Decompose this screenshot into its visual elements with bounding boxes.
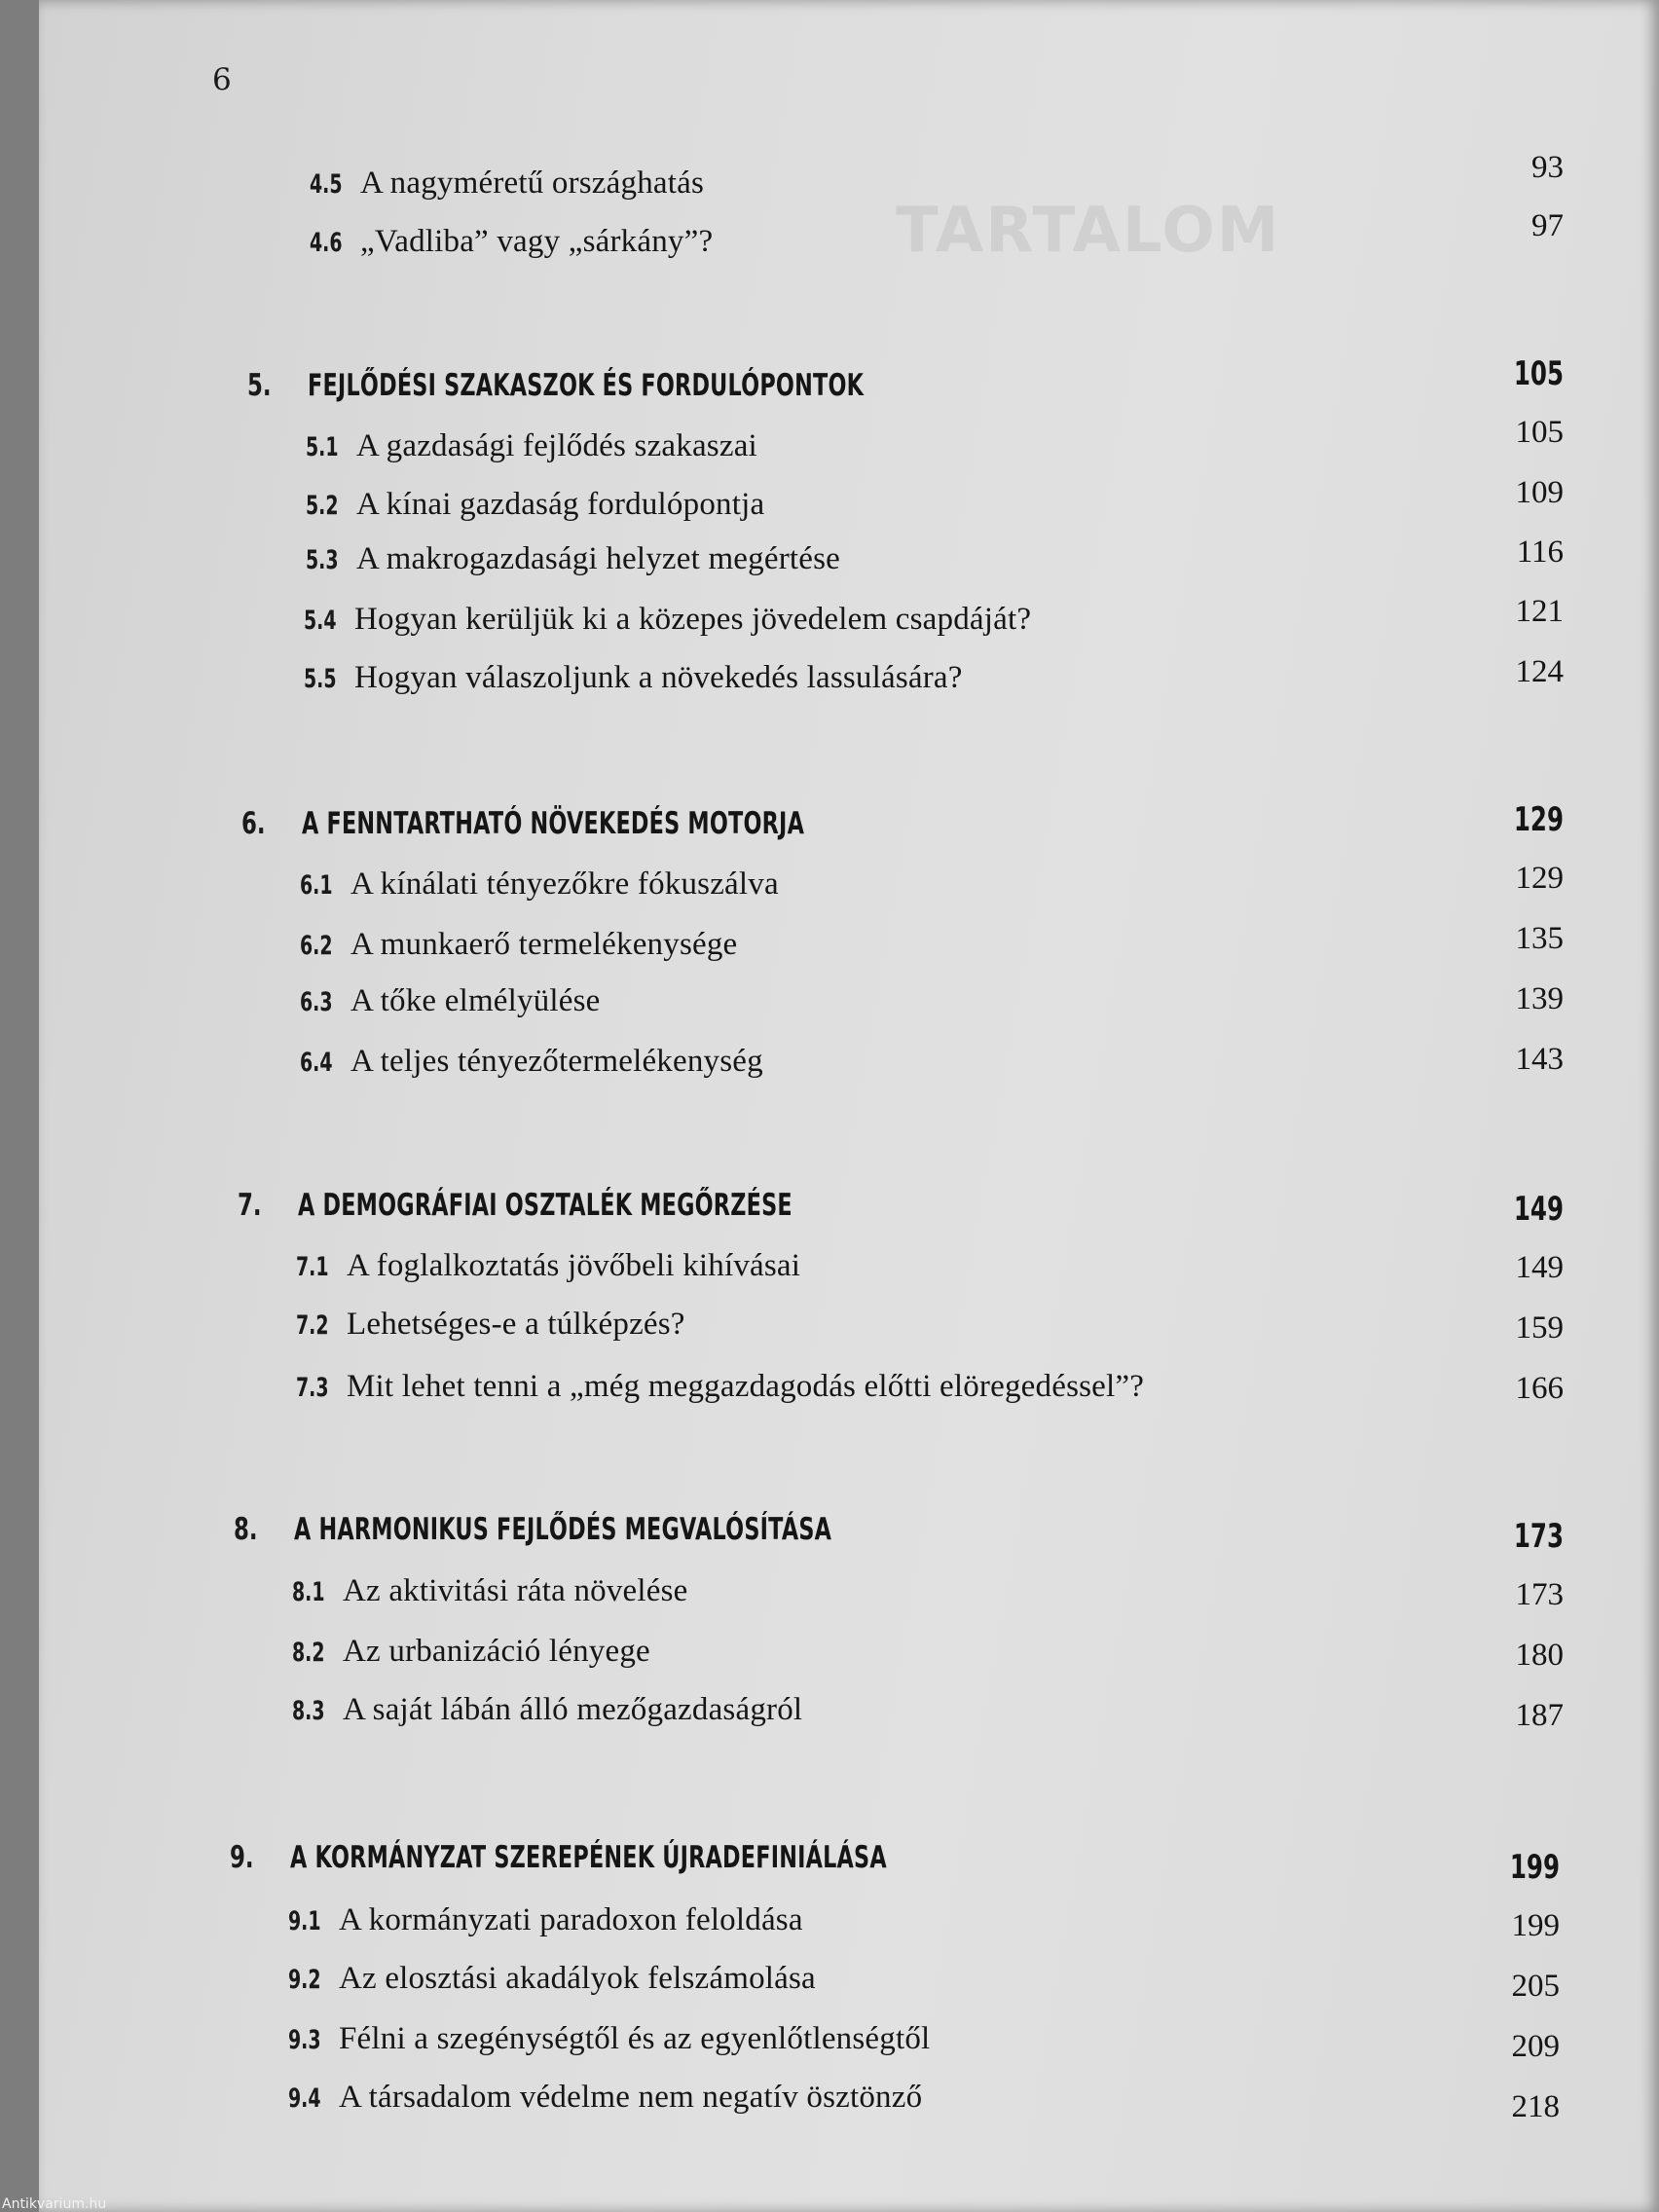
section-entry: [292, 1692, 802, 1728]
section-title: A nagyméretű országhatás: [360, 166, 705, 201]
section-title: A kínálati tényezőkre fókuszálva: [350, 866, 779, 902]
watermark: Antikvarium.hu: [2, 2196, 107, 2212]
section-title: Az elosztási akadályok felszámolása: [339, 1961, 816, 1996]
chapter-entry: [238, 1188, 984, 1223]
section-number: 9.4: [288, 2083, 321, 2114]
page-reference: 124: [1515, 654, 1564, 689]
section-entry: [310, 224, 713, 260]
page-reference: 105: [1515, 415, 1564, 450]
section-number: 5.3: [306, 545, 339, 575]
chapter-entry: [241, 806, 1000, 841]
section-title: Hogyan kerüljük ki a közepes jövedelem csapdáját?: [354, 602, 1032, 637]
chapter-number: 6.: [241, 806, 266, 841]
section-entry: [292, 1573, 688, 1609]
page-reference: 173: [1515, 1577, 1564, 1612]
section-entry: [310, 166, 704, 202]
section-title: A tőke elmélyülése: [350, 983, 601, 1018]
page-reference: 149: [1515, 1250, 1564, 1285]
chapter-title: A DEMOGRÁFIAI OSZTALÉK MEGŐRZÉSE: [298, 1188, 793, 1223]
section-title: A gazdasági fejlődés szakaszai: [356, 428, 757, 463]
section-entry: [304, 660, 963, 696]
chapter-number: 9.: [230, 1840, 254, 1875]
page-reference: 159: [1515, 1310, 1564, 1346]
section-number: 6.3: [300, 987, 333, 1017]
section-entry: [300, 983, 601, 1019]
section-entry: [288, 2080, 922, 2116]
page-reference: 143: [1515, 1042, 1564, 1077]
section-entry: [304, 602, 1031, 638]
page-reference: 209: [1511, 2029, 1560, 2064]
section-number: 6.4: [300, 1048, 333, 1078]
section-title: „Vadliba” vagy „sárkány”?: [360, 224, 714, 259]
section-number: 8.2: [292, 1638, 325, 1668]
chapter-entry: [247, 368, 1080, 403]
chapter-number: 7.: [238, 1188, 262, 1223]
section-number: 4.5: [310, 169, 343, 200]
page-reference: 121: [1515, 594, 1564, 629]
section-title: A saját lábán álló mezőgazdaságról: [343, 1692, 803, 1727]
section-number: 5.1: [306, 432, 339, 462]
section-entry: [306, 487, 764, 523]
chapter-entry: [230, 1840, 1119, 1875]
page-reference: 139: [1515, 981, 1564, 1016]
section-title: A munkaerő termelékenysége: [350, 927, 738, 962]
section-entry: [300, 1044, 763, 1080]
page-reference: 129: [1513, 800, 1564, 839]
page-number: 6: [212, 62, 232, 97]
page-reference: 180: [1515, 1638, 1564, 1673]
section-number: 9.2: [288, 1965, 321, 1995]
section-number: 6.1: [300, 870, 333, 901]
section-title: Az aktivitási ráta növelése: [343, 1573, 688, 1608]
page-reference: 205: [1511, 1969, 1560, 2004]
section-number: 9.1: [288, 1906, 321, 1936]
page-reference: 109: [1515, 475, 1564, 510]
page-reference: 173: [1513, 1517, 1564, 1556]
section-title: Félni a szegénységtől és az egyenlőtlenségtől: [339, 2021, 931, 2056]
section-title: A foglalkoztatás jövőbeli kihívásai: [347, 1248, 801, 1283]
section-entry: [306, 541, 840, 577]
section-title: Hogyan válaszoljunk a növekedés lassulására?: [354, 660, 963, 695]
section-number: 5.2: [306, 491, 339, 521]
section-entry: [288, 2021, 930, 2057]
chapter-number: 8.: [234, 1512, 258, 1547]
page-reference: 116: [1516, 535, 1564, 570]
section-number: 5.4: [304, 606, 337, 636]
section-title: A teljes tényezőtermelékenység: [350, 1044, 763, 1079]
page-reference: 187: [1515, 1698, 1564, 1733]
page-reference: 199: [1509, 1848, 1560, 1887]
section-entry: [306, 428, 757, 464]
section-entry: [300, 866, 779, 903]
section-entry: [296, 1307, 685, 1343]
page-reference: 93: [1531, 150, 1564, 185]
section-number: 9.3: [288, 2025, 321, 2055]
section-title: A társadalom védelme nem negatív ösztönző: [339, 2080, 923, 2115]
section-title: A makrogazdasági helyzet megértése: [356, 541, 840, 576]
page-reference: 105: [1513, 354, 1564, 393]
section-number: 8.1: [292, 1577, 325, 1607]
section-entry: [296, 1369, 1144, 1405]
show-through-text: TARTALOM: [896, 195, 1281, 267]
page-reference: 166: [1515, 1371, 1564, 1406]
table-of-contents: [39, 0, 1659, 2212]
section-entry: [292, 1634, 650, 1670]
page-reference: 218: [1511, 2089, 1560, 2124]
section-number: 8.3: [292, 1696, 325, 1726]
section-number: 5.5: [304, 664, 337, 694]
book-page: [39, 0, 1659, 2212]
section-title: A kormányzati paradoxon feloldása: [339, 1902, 803, 1937]
chapter-number: 5.: [247, 368, 272, 403]
section-number: 7.1: [296, 1252, 329, 1282]
section-number: 4.6: [310, 228, 343, 258]
section-number: 6.2: [300, 931, 333, 961]
section-title: A kínai gazdaság fordulópontja: [356, 487, 765, 522]
chapter-title: A KORMÁNYZAT SZEREPÉNEK ÚJRADEFINIÁLÁSA: [290, 1840, 887, 1875]
page-reference: 149: [1513, 1190, 1564, 1229]
section-entry: [288, 1961, 816, 1997]
page-reference: 97: [1531, 208, 1564, 243]
section-number: 7.2: [296, 1310, 329, 1341]
section-entry: [300, 927, 737, 963]
section-number: 7.3: [296, 1373, 329, 1403]
section-entry: [296, 1248, 800, 1284]
chapter-entry: [234, 1512, 1041, 1547]
page-reference: 129: [1515, 861, 1564, 896]
section-title: Mit lehet tenni a „még meggazdagodás előtti elöregedéssel”?: [347, 1369, 1145, 1404]
page-reference: 135: [1515, 921, 1564, 956]
section-entry: [288, 1902, 803, 1938]
chapter-title: FEJLŐDÉSI SZAKASZOK ÉS FORDULÓPONTOK: [308, 368, 865, 403]
chapter-title: A HARMONIKUS FEJLŐDÉS MEGVALÓSÍTÁSA: [294, 1512, 832, 1547]
section-title: Az urbanizáció lényege: [343, 1634, 650, 1669]
page-reference: 199: [1511, 1908, 1560, 1943]
section-title: Lehetséges-e a túlképzés?: [347, 1307, 685, 1342]
chapter-title: A FENNTARTHATÓ NÖVEKEDÉS MOTORJA: [302, 806, 805, 841]
